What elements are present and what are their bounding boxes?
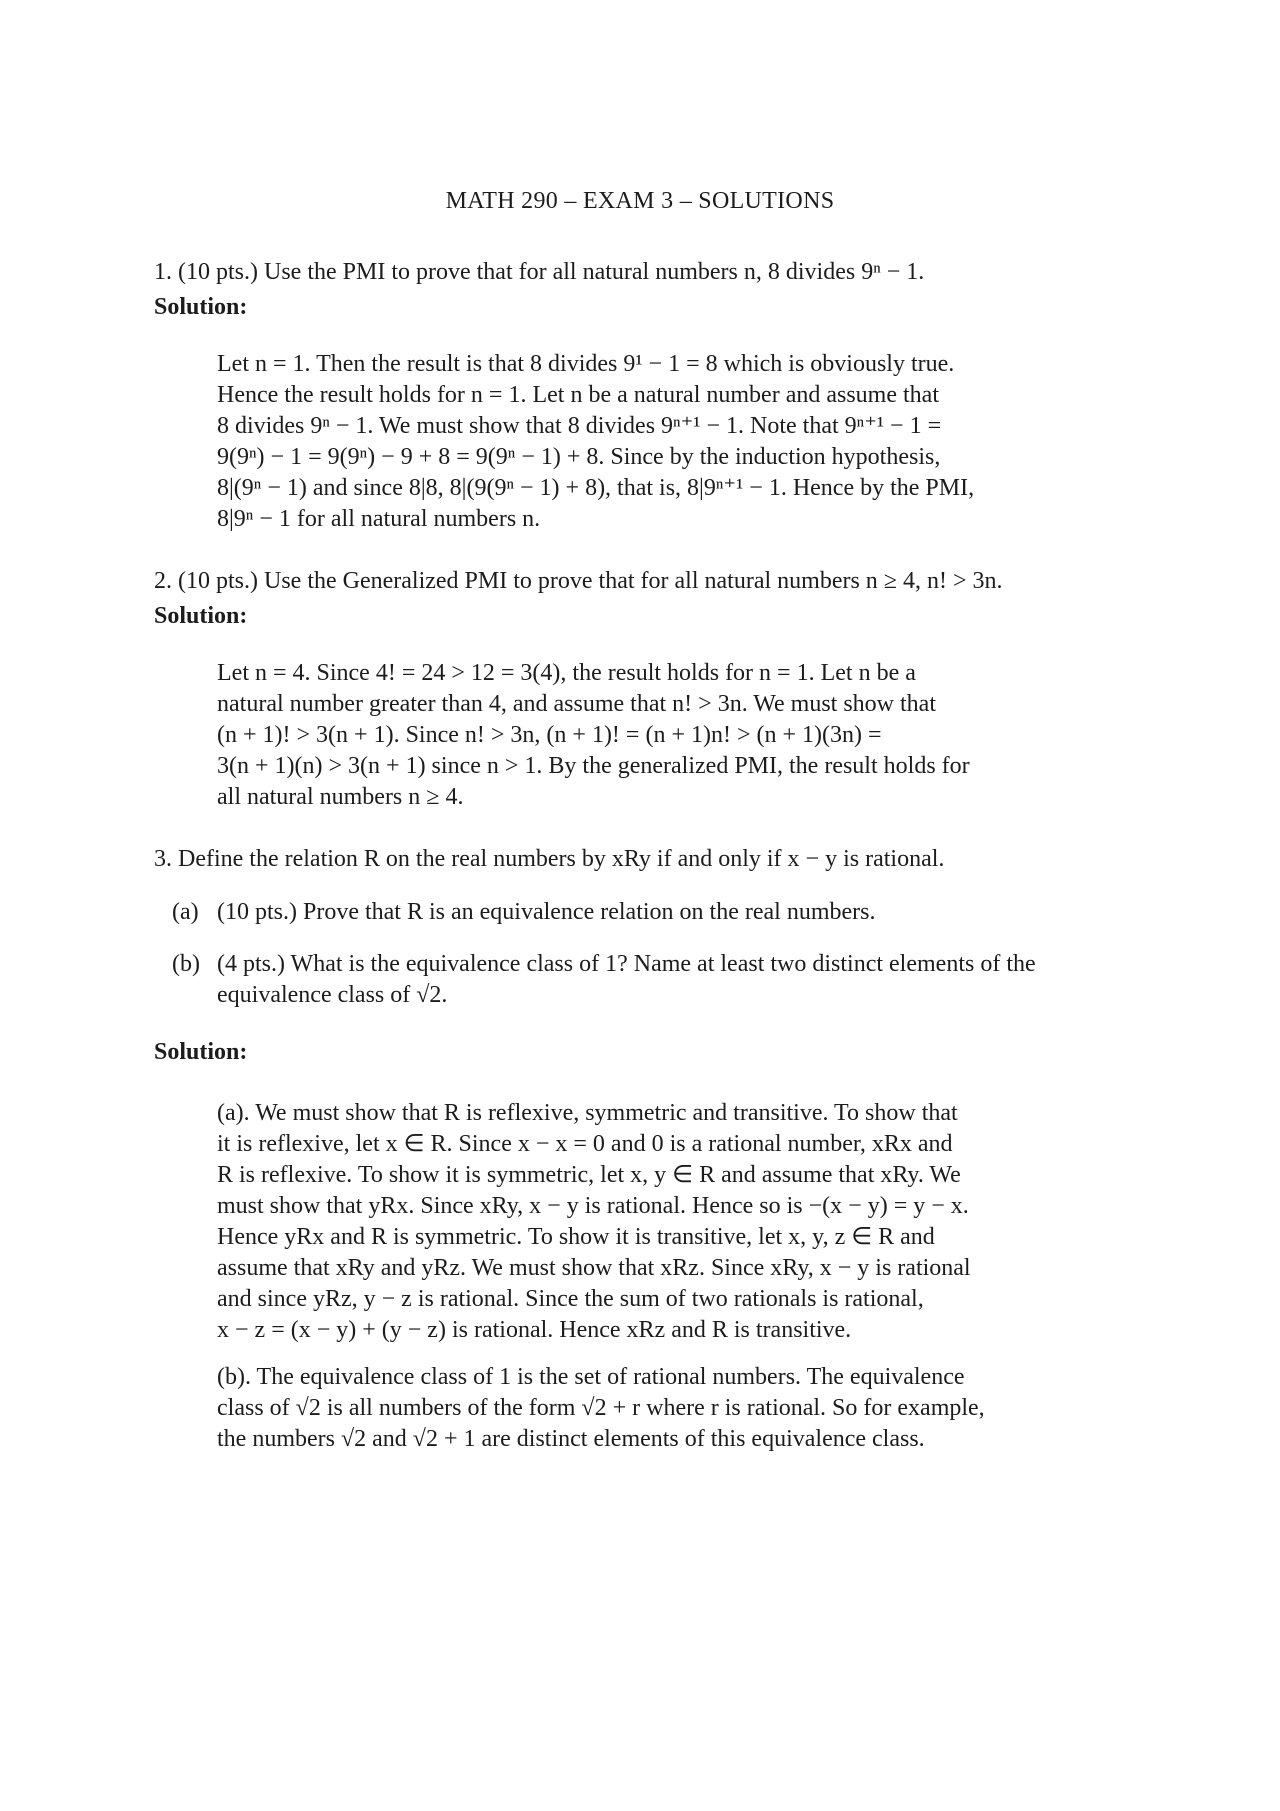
problem-1-solution	[217, 349, 1097, 535]
part-label: (a)	[172, 899, 199, 925]
part-label: (b)	[172, 951, 200, 977]
solution-line: 3(n + 1)(n) > 3(n + 1) since n > 1. By the generalized PMI, the result holds for	[217, 753, 970, 779]
problem-3-part-a	[172, 897, 1162, 928]
part-text-continued: equivalence class of √2.	[217, 982, 448, 1008]
solution-line: 9(9ⁿ) − 1 = 9(9ⁿ) − 9 + 8 = 9(9ⁿ − 1) + 8. Since by the induction hypothesis,	[217, 444, 941, 470]
solution-line: Let n = 4. Since 4! = 24 > 12 = 3(4), the result holds for n = 1. Let n be a	[217, 660, 916, 686]
problem-1-solution-label: Solution:	[154, 294, 248, 320]
problem-2-question: 2. (10 pts.) Use the Generalized PMI to prove that for all natural numbers n ≥ 4, n! > 3n.	[154, 568, 1003, 594]
problem-3-solution-b	[217, 1362, 1097, 1455]
solution-line: x − z = (x − y) + (y − z) is rational. Hence xRz and R is transitive.	[217, 1317, 852, 1343]
solution-line: natural number greater than 4, and assume that n! > 3n. We must show that	[217, 691, 936, 717]
part-text: (10 pts.) Prove that R is an equivalence relation on the real numbers.	[217, 899, 876, 925]
part-text: (4 pts.) What is the equivalence class of 1? Name at least two distinct elements of the	[217, 951, 1036, 977]
solution-line: 8|(9ⁿ − 1) and since 8|8, 8|(9(9ⁿ − 1) + 8), that is, 8|9ⁿ⁺¹ − 1. Hence by the PMI,	[217, 475, 975, 501]
problem-2-solution-label: Solution:	[154, 603, 248, 629]
problem-3-solution-a	[217, 1098, 1097, 1346]
solution-line: 8|9ⁿ − 1 for all natural numbers n.	[217, 506, 541, 532]
solution-line: Let n = 1. Then the result is that 8 divides 9¹ − 1 = 8 which is obviously true.	[217, 351, 955, 377]
solution-line: R is reflexive. To show it is symmetric, let x, y ∈ R and assume that xRy. We	[217, 1162, 961, 1188]
solution-line: 8 divides 9ⁿ − 1. We must show that 8 divides 9ⁿ⁺¹ − 1. Note that 9ⁿ⁺¹ − 1 =	[217, 413, 942, 439]
problem-3-part-b	[172, 949, 1162, 1011]
solution-line: Hence yRx and R is symmetric. To show it is transitive, let x, y, z ∈ R and	[217, 1224, 935, 1250]
problem-2-solution	[217, 658, 1097, 813]
problem-3-solution-label: Solution:	[154, 1039, 248, 1065]
solution-line: all natural numbers n ≥ 4.	[217, 784, 464, 810]
solution-line: class of √2 is all numbers of the form √2 + r where r is rational. So for example,	[217, 1395, 985, 1421]
solution-line: (a). We must show that R is reflexive, symmetric and transitive. To show that	[217, 1100, 958, 1126]
solution-line: and since yRz, y − z is rational. Since the sum of two rationals is rational,	[217, 1286, 924, 1312]
solution-line: it is reflexive, let x ∈ R. Since x − x = 0 and 0 is a rational number, xRx and	[217, 1131, 953, 1157]
solution-line: (b). The equivalence class of 1 is the set of rational numbers. The equivalence	[217, 1364, 965, 1390]
solution-line: must show that yRx. Since xRy, x − y is rational. Hence so is −(x − y) = y − x.	[217, 1193, 969, 1219]
page-title: MATH 290 – EXAM 3 – SOLUTIONS	[445, 188, 835, 214]
problem-3-question: 3. Define the relation R on the real numbers by xRy if and only if x − y is rational.	[154, 846, 945, 872]
solution-line: (n + 1)! > 3(n + 1). Since n! > 3n, (n + 1)! = (n + 1)n! > (n + 1)(3n) =	[217, 722, 882, 748]
solution-line: Hence the result holds for n = 1. Let n be a natural number and assume that	[217, 382, 939, 408]
solution-line: the numbers √2 and √2 + 1 are distinct elements of this equivalence class.	[217, 1426, 925, 1452]
solution-line: assume that xRy and yRz. We must show that xRz. Since xRy, x − y is rational	[217, 1255, 971, 1281]
problem-1-question: 1. (10 pts.) Use the PMI to prove that for all natural numbers n, 8 divides 9ⁿ − 1.	[154, 259, 925, 285]
